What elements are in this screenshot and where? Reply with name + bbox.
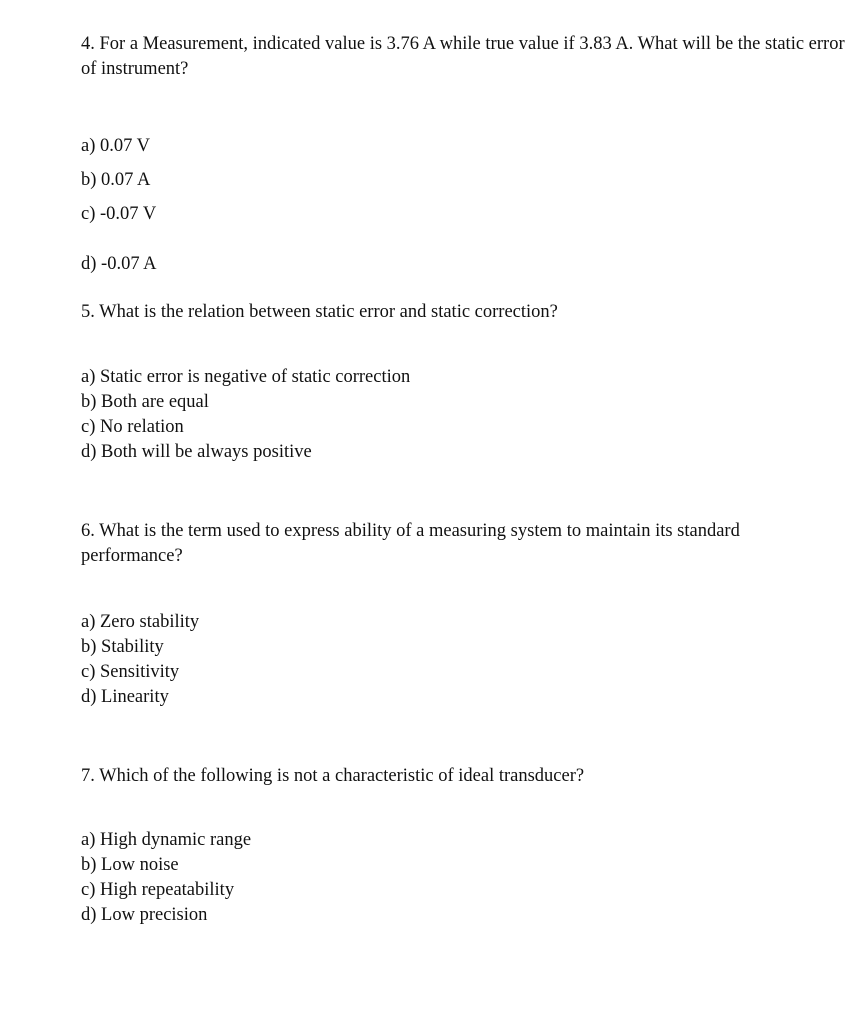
option-d: d) Linearity: [81, 687, 169, 707]
option-d: d) Both will be always positive: [81, 442, 312, 462]
option-a: a) Static error is negative of static correction: [81, 367, 411, 387]
option-c: c) High repeatability: [81, 880, 235, 900]
question-6: [81, 519, 846, 569]
option-a: a) Zero stability: [81, 612, 200, 632]
option-c: c) Sensitivity: [81, 662, 180, 682]
question-6-text: 6. What is the term used to express ability of a measuring system to maintain its standard performance?: [81, 521, 740, 566]
question-7-text: 7. Which of the following is not a characteristic of ideal transducer?: [81, 766, 585, 786]
option-d: d) -0.07 A: [81, 254, 157, 274]
option-b: b) Both are equal: [81, 392, 209, 412]
question-6-options: [81, 610, 846, 710]
option-c: c) -0.07 V: [81, 204, 157, 224]
question-7: [81, 764, 846, 789]
option-c: c) No relation: [81, 417, 184, 437]
option-d: d) Low precision: [81, 905, 208, 925]
question-5-options: [81, 365, 846, 465]
option-b: b) 0.07 A: [81, 170, 151, 190]
question-4-options: [81, 129, 846, 281]
question-5-text: 5. What is the relation between static error and static correction?: [81, 302, 558, 322]
question-4-text: 4. For a Measurement, indicated value is 3.76 A while true value if 3.83 A. What will be the static error of instrument?: [81, 34, 845, 79]
question-5: [81, 300, 846, 325]
question-4: [81, 32, 846, 82]
option-b: b) Stability: [81, 637, 164, 657]
question-7-options: [81, 828, 846, 928]
option-a: a) High dynamic range: [81, 830, 252, 850]
option-a: a) 0.07 V: [81, 136, 151, 156]
option-b: b) Low noise: [81, 855, 179, 875]
